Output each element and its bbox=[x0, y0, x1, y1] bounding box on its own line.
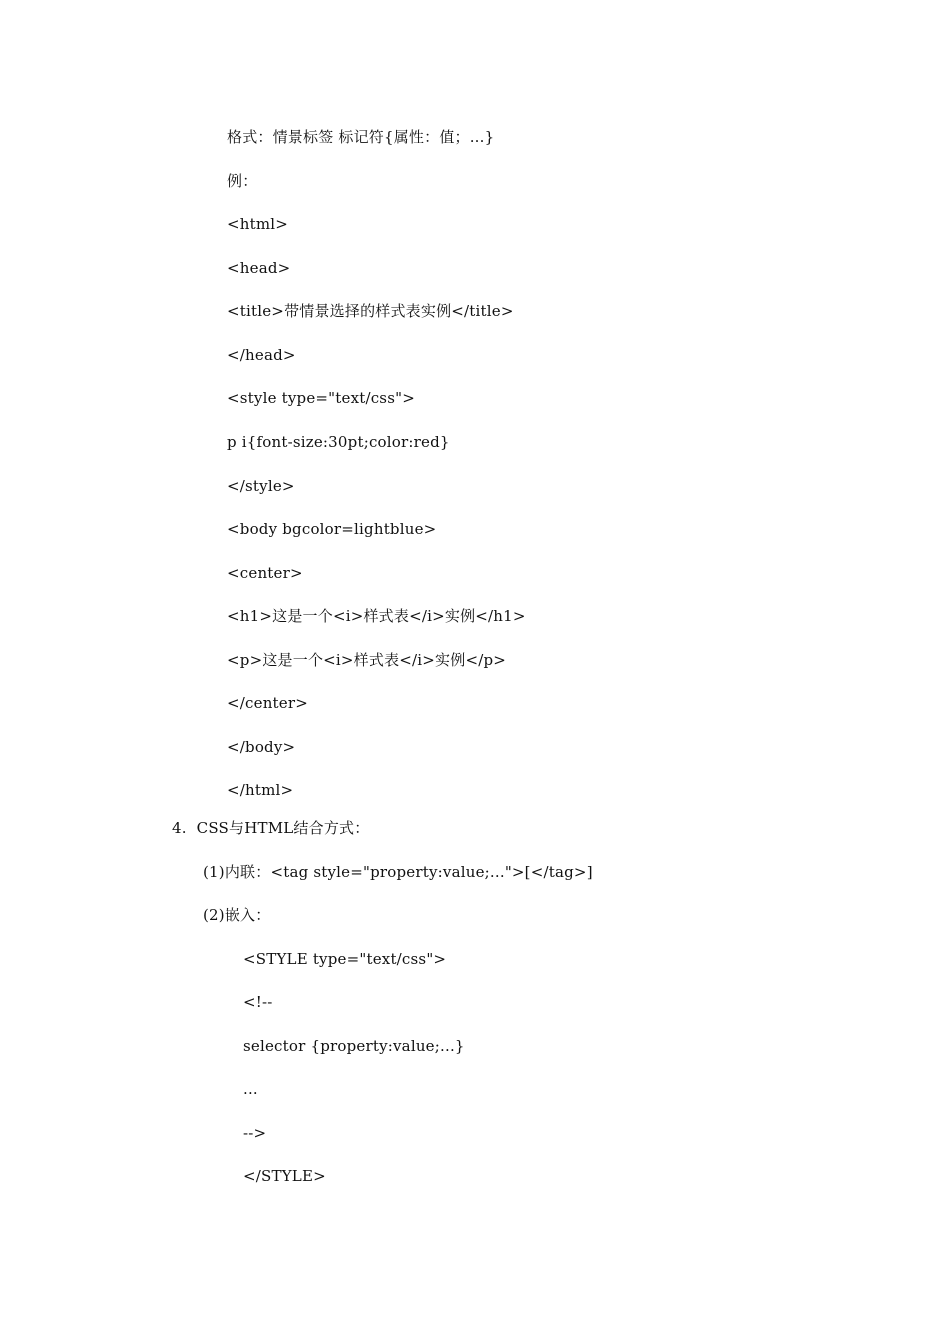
embed-code-line: --> bbox=[243, 1124, 267, 1142]
example-label: 例： bbox=[227, 172, 258, 190]
inline-method-line: (1)内联：<tag style="property:value;...">[</tag>] bbox=[203, 863, 593, 881]
embed-code-line: <!-- bbox=[243, 993, 273, 1011]
embed-code-line: </STYLE> bbox=[243, 1167, 326, 1185]
code-line: </html> bbox=[227, 781, 294, 799]
code-line: <body bgcolor=lightblue> bbox=[227, 520, 437, 538]
code-line: </center> bbox=[227, 694, 309, 712]
code-line: <h1>这是一个<i>样式表</i>实例</h1> bbox=[227, 607, 526, 625]
embed-method-label: (2)嵌入： bbox=[203, 906, 271, 924]
code-line: <p>这是一个<i>样式表</i>实例</p> bbox=[227, 651, 507, 669]
code-line: <head> bbox=[227, 259, 291, 277]
code-line: <html> bbox=[227, 215, 289, 233]
code-line: </style> bbox=[227, 477, 295, 495]
code-line: <style type="text/css"> bbox=[227, 389, 415, 407]
section-heading: 4. CSS与HTML结合方式： bbox=[172, 819, 370, 837]
embed-code-line: <STYLE type="text/css"> bbox=[243, 950, 447, 968]
code-line: <center> bbox=[227, 564, 303, 582]
code-line: </head> bbox=[227, 346, 296, 364]
code-line: <title>带情景选择的样式表实例</title> bbox=[227, 302, 514, 320]
embed-code-line: selector {property:value;...} bbox=[243, 1037, 465, 1055]
embed-code-line: ... bbox=[243, 1080, 258, 1098]
code-line: p i{font-size:30pt;color:red} bbox=[227, 433, 450, 451]
format-line: 格式：情景标签 标记符{属性：值；...} bbox=[227, 128, 495, 146]
code-line: </body> bbox=[227, 738, 296, 756]
